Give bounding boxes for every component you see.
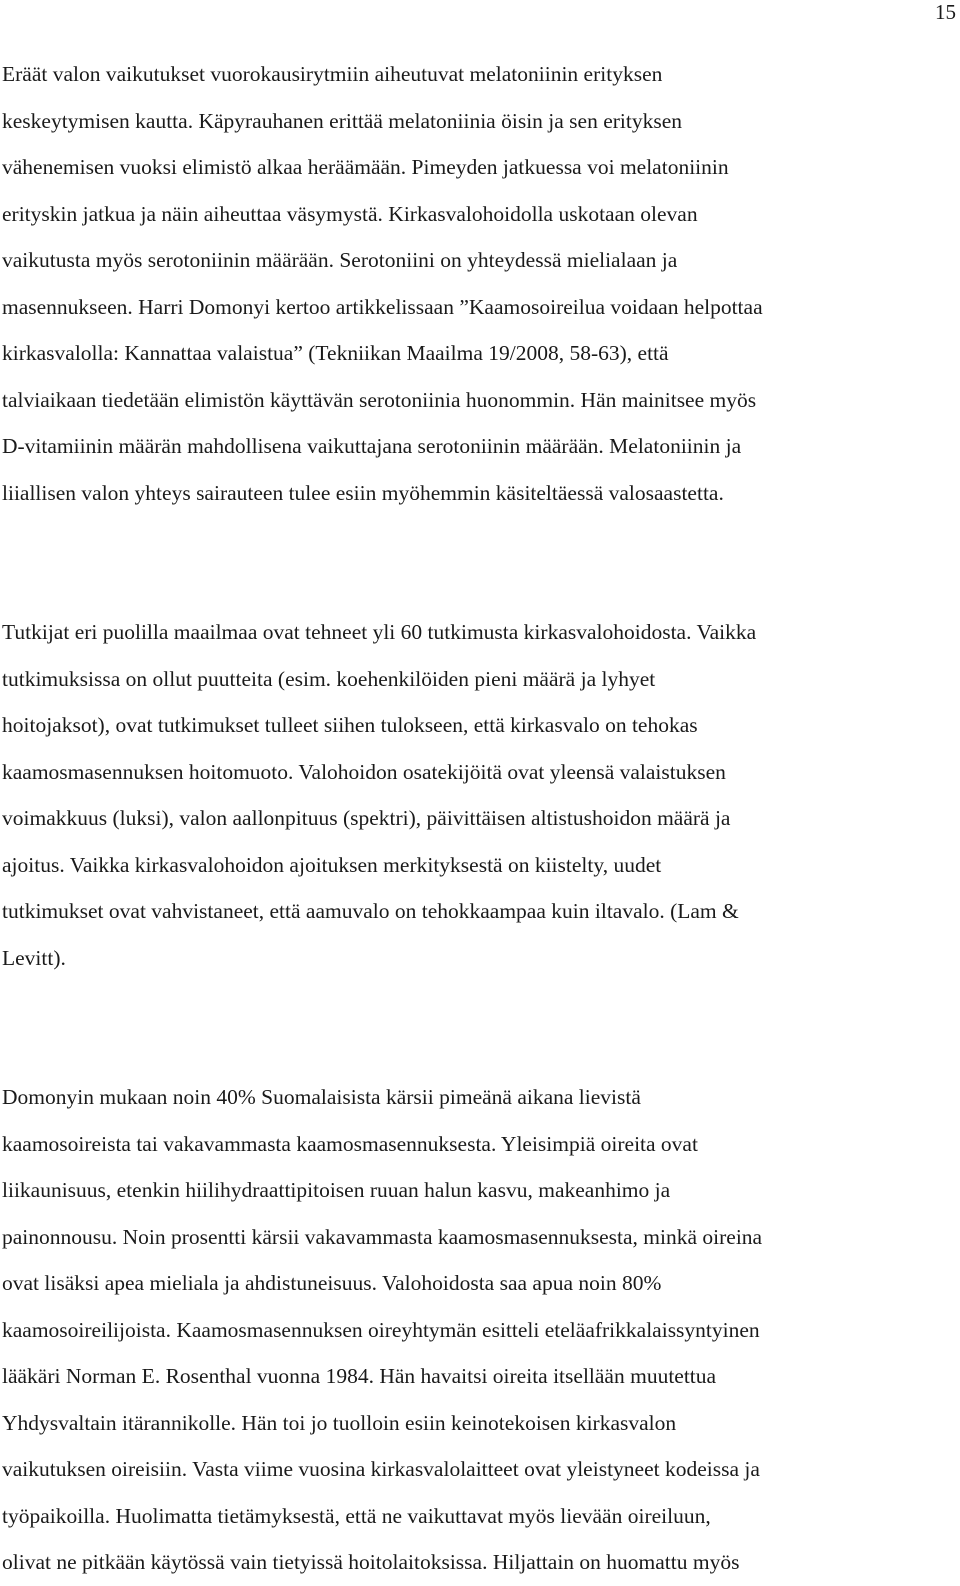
text-line: talviaikaan tiedetään elimistön käyttävän serotoniinia huonommin. Hän mainitsee myös: [2, 387, 757, 412]
document-body: [2, 51, 958, 1586]
text-line: D-vitamiinin määrän mahdollisena vaikuttajana serotoniinin määrään. Melatoniinin ja: [2, 434, 742, 458]
paragraph-gap: [2, 1028, 958, 1075]
text-line: kaamosmasennuksen hoitomuoto. Valohoidon osatekijöitä ovat yleensä valaistuksen: [2, 759, 726, 784]
text-line: olivat ne pitkään käytössä vain tietyissä hoitolaitoksissa. Hiljattain on huomattu myös: [2, 1550, 740, 1574]
text-line: vaikutusta myös serotoniinin määrään. Serotoniini on yhteydessä mielialaan ja: [2, 248, 678, 272]
text-line: ajoitus. Vaikka kirkasvalohoidon ajoituksen merkityksestä on kiistelty, uudet: [2, 852, 662, 877]
text-line: tutkimuksissa on ollut puutteita (esim. koehenkilöiden pieni määrä ja lyhyet: [2, 666, 656, 691]
text-line: painonnousu. Noin prosentti kärsii vakavammasta kaamosmasennuksesta, minkä oireina: [2, 1224, 763, 1249]
text-line: kirkasvalolla: Kannattaa valaistua” (Tekniikan Maailma 19/2008, 58-63), että: [2, 341, 669, 365]
text-line: vähenemisen vuoksi elimistö alkaa heräämään. Pimeyden jatkuessa voi melatoniinin: [2, 155, 729, 179]
page-number: 15: [935, 0, 956, 24]
paragraph-gap: [2, 563, 958, 610]
text-line: Domonyin mukaan noin 40% Suomalaisista kärsii pimeänä aikana lievistä: [2, 1085, 641, 1109]
text-line: hoitojaksot), ovat tutkimukset tulleet siihen tulokseen, että kirkasvalo on tehokas: [2, 713, 698, 737]
text-line: keskeytymisen kautta. Käpyrauhanen erittää melatoniinia öisin ja sen erityksen: [2, 108, 683, 133]
text-line: kaamosoireilijoista. Kaamosmasennuksen oireyhtymän esitteli eteläafrikkalaissyntyinen: [2, 1317, 760, 1342]
text-line: Levitt).: [2, 945, 66, 970]
text-line: tutkimukset ovat vahvistaneet, että aamuvalo on tehokkaampaa kuin iltavalo. (Lam &: [2, 899, 739, 923]
paragraph-2: [2, 609, 958, 981]
text-line: Tutkijat eri puolilla maailmaa ovat tehneet yli 60 tutkimusta kirkasvalohoidosta. Vaikka: [2, 620, 757, 644]
text-line: kaamosoireista tai vakavammasta kaamosmasennuksesta. Yleisimpiä oireita ovat: [2, 1131, 698, 1156]
text-line: Yhdysvaltain itärannikolle. Hän toi jo tuolloin esiin keinotekoisen kirkasvalon: [2, 1410, 677, 1435]
text-line: Eräät valon vaikutukset vuorokausirytmiin aiheutuvat melatoniinin erityksen: [2, 62, 663, 86]
text-line: liikaunisuus, etenkin hiilihydraattipitoisen ruuan halun kasvu, makeanhimo ja: [2, 1178, 671, 1202]
paragraph-gap: [2, 516, 958, 563]
text-line: voimakkuus (luksi), valon aallonpituus (spektri), päivittäisen altistushoidon määrä ja: [2, 806, 731, 830]
text-line: masennukseen. Harri Domonyi kertoo artikkelissaan ”Kaamosoireilua voidaan helpottaa: [2, 294, 763, 319]
text-line: työpaikoilla. Huolimatta tietämyksestä, että ne vaikuttavat myös lievään oireiluun,: [2, 1503, 711, 1528]
text-line: lääkäri Norman E. Rosenthal vuonna 1984. Hän havaitsi oireita itsellään muutettua: [2, 1364, 717, 1388]
paragraph-3: [2, 1074, 958, 1586]
text-line: ovat lisäksi apea mieliala ja ahdistuneisuus. Valohoidosta saa apua noin 80%: [2, 1271, 662, 1295]
text-line: vaikutuksen oireisiin. Vasta viime vuosina kirkasvalolaitteet ovat yleistyneet kodeissa ja: [2, 1457, 760, 1481]
text-line: liiallisen valon yhteys sairauteen tulee esiin myöhemmin käsiteltäessä valosaastetta.: [2, 480, 724, 505]
paragraph-1: [2, 51, 958, 516]
paragraph-gap: [2, 981, 958, 1028]
text-line: erityskin jatkua ja näin aiheuttaa väsymystä. Kirkasvalohoidolla uskotaan olevan: [2, 201, 698, 226]
